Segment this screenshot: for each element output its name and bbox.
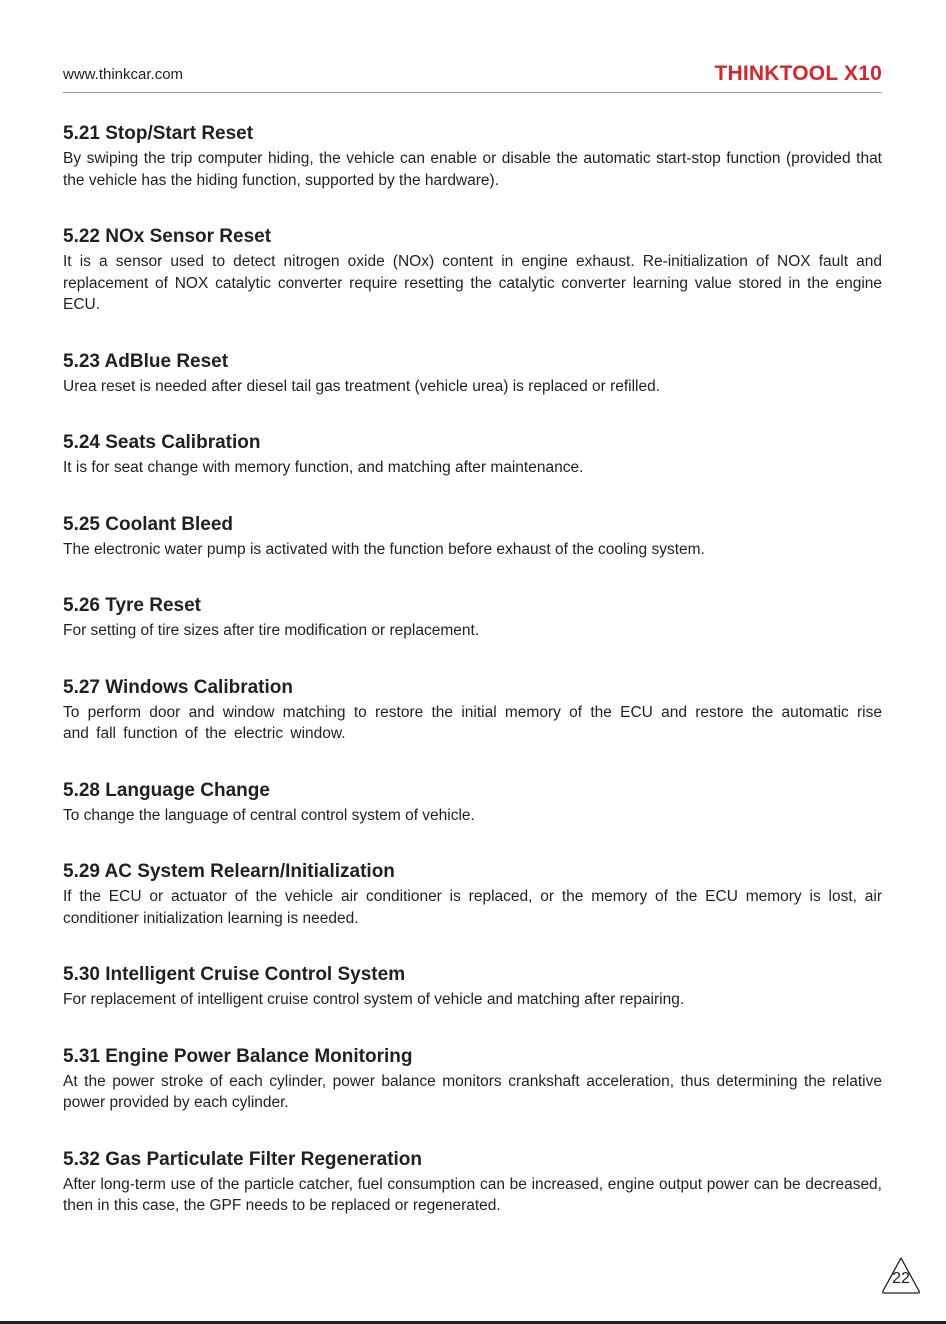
section-title: 5.24 Seats Calibration: [63, 432, 261, 453]
section-title: 5.23 AdBlue Reset: [63, 350, 229, 372]
section-title: 5.29 AC System Relearn/Initialization: [63, 861, 395, 882]
section-body: It is a sensor used to detect nitrogen oxide (NOx) content in engine exhaust. Re-initialization of NOX fault and replacement of NOX catalytic converter require resetting the catalytic converter learning value stored in the engine ECU.: [63, 253, 882, 313]
section-5-23: [63, 350, 882, 398]
section-body: If the ECU or actuator of the vehicle air conditioner is replaced, or the memory of the ECU memory is lost, air conditioner initialization learning is needed.: [63, 888, 882, 927]
section-body: For replacement of intelligent cruise control system of vehicle and matching after repairing.: [63, 991, 685, 1008]
section-title: 5.28 Language Change: [63, 779, 270, 801]
section-5-22: [63, 225, 882, 316]
section-body: To change the language of central control system of vehicle.: [63, 806, 475, 824]
section-5-28: [63, 779, 882, 827]
section-title: 5.22 NOx Sensor Reset: [63, 226, 272, 247]
section-title: 5.32 Gas Particulate Filter Regeneration: [63, 1148, 423, 1170]
page-number: 22: [892, 1270, 910, 1287]
section-5-32: [63, 1148, 882, 1217]
section-title: 5.21 Stop/Start Reset: [63, 123, 254, 144]
section-title: 5.31 Engine Power Balance Monitoring: [63, 1045, 413, 1067]
section-5-25: [63, 513, 882, 561]
section-body: For setting of tire sizes after tire modification or replacement.: [63, 622, 480, 639]
section-5-29: [63, 860, 882, 929]
brand-logo: THINKTOOL X10: [714, 62, 882, 85]
section-5-24: [63, 431, 882, 479]
section-title: 5.26 Tyre Reset: [63, 595, 202, 616]
page-header: [63, 62, 882, 93]
section-5-26: [63, 594, 882, 642]
section-5-21: [63, 122, 882, 191]
section-body: The electronic water pump is activated with the function before exhaust of the cooling system.: [63, 540, 705, 558]
site-url: www.thinkcar.com: [63, 66, 184, 83]
section-body: To perform door and window matching to restore the initial memory of the ECU and restore the automatic rise and fall function of the electric window.: [63, 703, 882, 742]
section-body: After long-term use of the particle catcher, fuel consumption can be increased, engine output power can be decreased, then in this case, the GPF needs to be replaced or regenerated.: [63, 1175, 882, 1214]
section-5-30: [63, 963, 882, 1011]
section-title: 5.25 Coolant Bleed: [63, 513, 233, 535]
section-body: By swiping the trip computer hiding, the vehicle can enable or disable the automatic start-stop function (provided that the vehicle has the hiding function, supported by the hardware).: [63, 150, 882, 189]
section-5-31: [63, 1045, 882, 1114]
section-body: It is for seat change with memory function, and matching after maintenance.: [63, 459, 584, 476]
section-title: 5.27 Windows Calibration: [63, 676, 293, 698]
section-body: At the power stroke of each cylinder, power balance monitors crankshaft acceleration, thus determining the relative power provided by each cylinder.: [63, 1072, 882, 1111]
document-body: [63, 122, 882, 1217]
section-body: Urea reset is needed after diesel tail gas treatment (vehicle urea) is replaced or refilled.: [63, 377, 661, 395]
section-5-27: [63, 676, 882, 745]
section-title: 5.30 Intelligent Cruise Control System: [63, 964, 406, 985]
page-number-badge: [880, 1255, 922, 1295]
